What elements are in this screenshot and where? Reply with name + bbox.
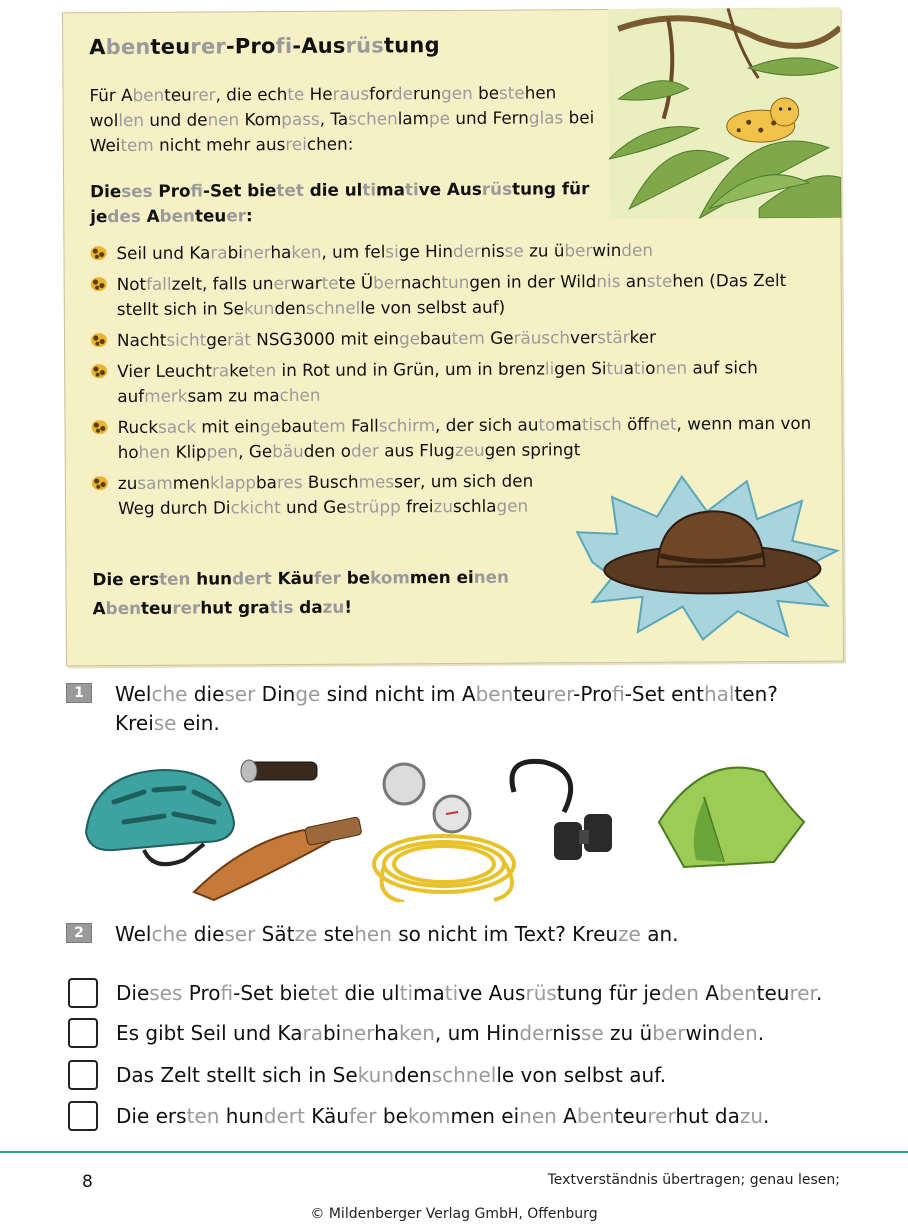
task-2-instruction: Welche dieser Sätze stehen so nicht im Text? Kreuze an.	[115, 922, 679, 946]
tent-icon	[659, 768, 804, 867]
equipment-illustrations	[84, 752, 824, 902]
list-item: Seil und Karabinerhaken, um felsige Hindernisse zu überwinden	[90, 237, 810, 266]
jaguar-in-jungle-icon	[608, 8, 841, 219]
statement-checkbox[interactable]	[68, 1060, 98, 1090]
list-item: Nachtsichtgerät NSG3000 mit eingebautem Geräuschverstärker	[91, 324, 811, 353]
flashlight-icon	[241, 760, 317, 782]
task-1-instruction: Welche dieser Dinge sind nicht im Abenteurer-Profi-Set enthalten? Kreise ein.	[115, 682, 778, 735]
leopard-spot-bullet-icon	[91, 333, 107, 347]
text-box	[62, 8, 844, 667]
task-number-badge: 1	[66, 683, 92, 703]
statement-checkbox[interactable]	[68, 1018, 98, 1048]
box-title: Abenteurer-Profi-Ausrüstung	[89, 33, 440, 60]
page-number: 8	[82, 1172, 93, 1192]
task-number-badge: 2	[66, 923, 92, 943]
intro-paragraph: Für Abenteurer, die echte Herausforderungen bestehen wollen und denen Kompass, Taschenlampe und Fernglas bei Weitem nicht mehr ausreichen:	[89, 82, 595, 156]
list-item: Notfallzelt, falls unerwartete Übernachtungen in der Wildnis anstehen (Das Zelt stellt sich in Sekundenschnelle von selbst auf)	[91, 268, 811, 322]
leopard-spot-bullet-icon	[91, 364, 107, 378]
statement-checkbox[interactable]	[68, 1101, 98, 1131]
closing-offer: Die ersten hundert Käufer bekommen einen Abenteurerhut gratis dazu!	[92, 566, 510, 619]
adventurer-hat-icon	[572, 471, 843, 643]
statement-checkbox[interactable]	[68, 978, 98, 1008]
footer-note: Textverständnis übertragen; genau lesen;	[547, 1172, 840, 1188]
copyright: © Mildenberger Verlag GmbH, Offenburg	[310, 1206, 598, 1222]
set-heading: Dieses Profi-Set bietet die ultimative Ausrüstung für jedes Abenteuer:	[90, 178, 590, 227]
list-item: Vier Leuchtraketen in Rot und in Grün, um in brenzligen Situationen auf sich aufmerksam zu machen	[91, 355, 811, 409]
footer-rule	[0, 1151, 908, 1153]
rope-icon	[374, 836, 514, 902]
statement-label: Dieses Profi-Set bietet die ultimative Ausrüstung für jeden Abenteurer.	[116, 981, 823, 1005]
statement-label: Es gibt Seil und Karabinerhaken, um Hindernisse zu überwinden.	[116, 1021, 765, 1045]
leopard-spot-bullet-icon	[92, 476, 108, 490]
list-item: Rucksack mit eingebautem Fallschirm, der sich automatisch öffnet, wenn man von hohen Klippen, Gebäuden oder aus Flugzeugen springt	[91, 411, 811, 465]
statement-label: Die ersten hundert Käufer bekommen einen Abenteurerhut dazu.	[116, 1104, 770, 1128]
leopard-spot-bullet-icon	[90, 246, 106, 260]
compass-icon	[384, 764, 470, 832]
leopard-spot-bullet-icon	[92, 420, 108, 434]
statement-label: Das Zelt stellt sich in Sekundenschnelle von selbst auf.	[116, 1063, 667, 1087]
list-item: zusammenklappbares Buschmesser, um sich den Weg durch Dickicht und Gestrüpp freizuschlagen	[92, 467, 812, 521]
bicycle-helmet-icon	[86, 770, 234, 864]
binoculars-icon	[512, 761, 612, 860]
leopard-spot-bullet-icon	[91, 277, 107, 291]
